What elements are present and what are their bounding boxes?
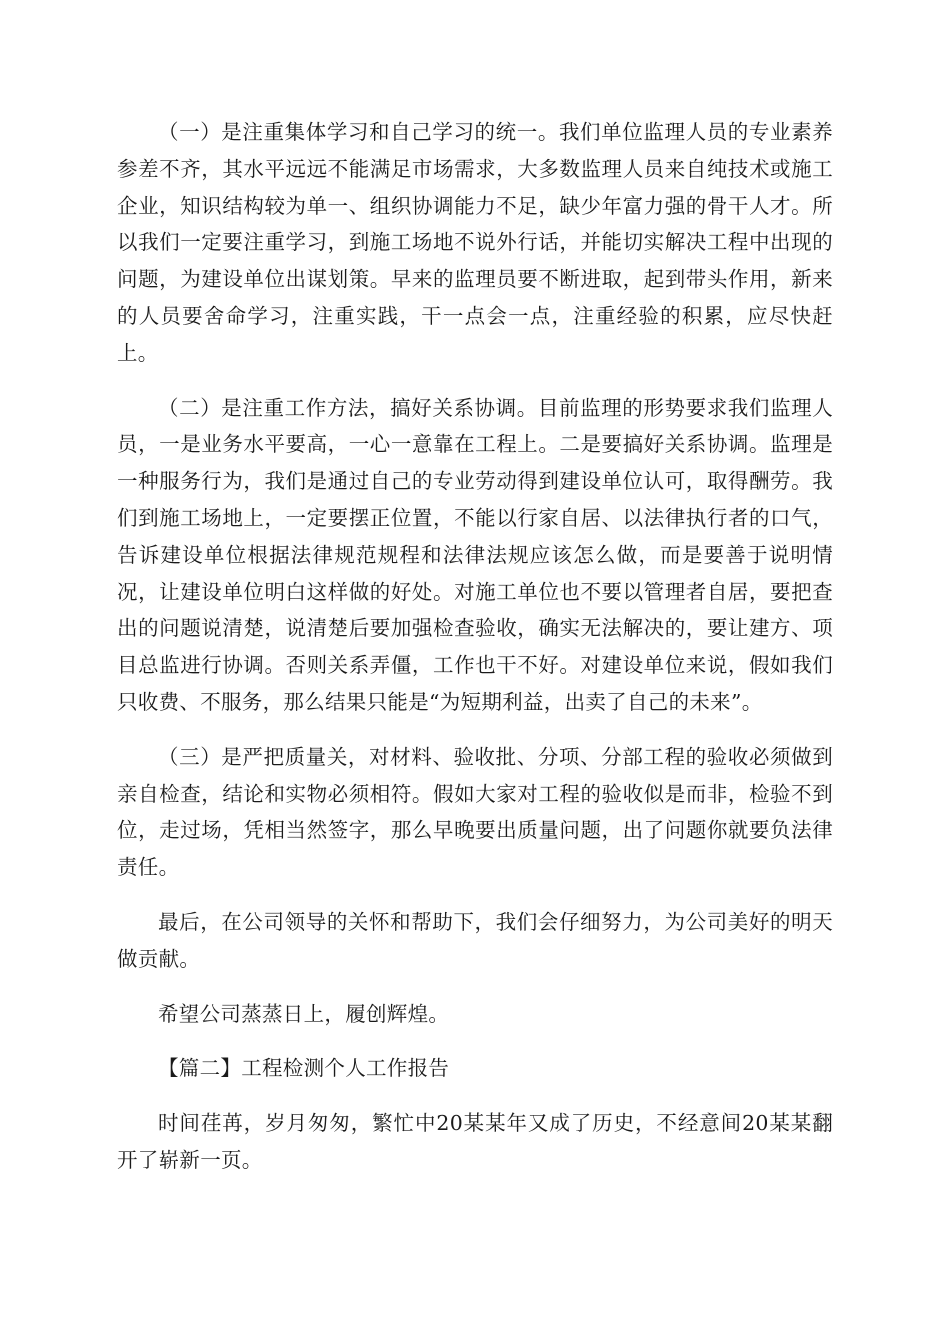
paragraph-section-two: （二）是注重工作方法，搞好关系协调。目前监理的形势要求我们监理人员，一是业务水平要高，一心一意靠在工程上。二是要搞好关系协调。监理是一种服务行为，我们是通过自己的专业劳动得到建设单位认可，取得酬劳。我们到施工场地上，一定要摆正位置，不能以行家自居、以法律执行者的口气，告诉建设单位根据法律规范规程和法律法规应该怎么做，而是要善于说明情况，让建设单位明白这样做的好处。对施工单位也不要以管理者自居，要把查出的问题说清楚，说清楚后要加强检查验收，确实无法解决的，要让建方、项目总监进行协调。否则关系弄僵，工作也干不好。对建设单位来说，假如我们只收费、不服务，那么结果只能是“为短期利益，出卖了自己的未来”。 bbox=[117, 395, 833, 714]
paragraph-intro: 时间荏苒，岁月匆匆，繁忙中20某某年又成了历史，不经意间20某某翻开了崭新一页。 bbox=[117, 1111, 833, 1172]
paragraph-section-three: （三）是严把质量关，对材料、验收批、分项、分部工程的验收必须做到亲自检查，结论和实物必须相符。假如大家对工程的验收似是而非，检验不到位，走过场，凭相当然签字，那么早晚要出质量问题，出了问题你就要负法律责任。 bbox=[117, 744, 833, 880]
paragraph-section-one: （一）是注重集体学习和自己学习的统一。我们单位监理人员的专业素养参差不齐，其水平远远不能满足市场需求，大多数监理人员来自纯技术或施工企业，知识结构较为单一、组织协调能力不足，缺少年富力强的骨干人才。所以我们一定要注重学习，到施工场地不说外行话，并能切实解决工程中出现的问题，为建设单位出谋划策。早来的监理员要不断进取，起到带头作用，新来的人员要舍命学习，注重实践，干一点会一点，注重经验的积累，应尽快赶上。 bbox=[117, 120, 833, 365]
paragraph-closing: 最后，在公司领导的关怀和帮助下，我们会仔细努力，为公司美好的明天做贡献。 bbox=[117, 909, 833, 971]
paragraph-wish: 希望公司蒸蒸日上，履创辉煌。 bbox=[158, 1001, 450, 1026]
section-heading: 【篇二】工程检测个人工作报告 bbox=[158, 1056, 450, 1081]
document-body bbox=[117, 114, 833, 1197]
